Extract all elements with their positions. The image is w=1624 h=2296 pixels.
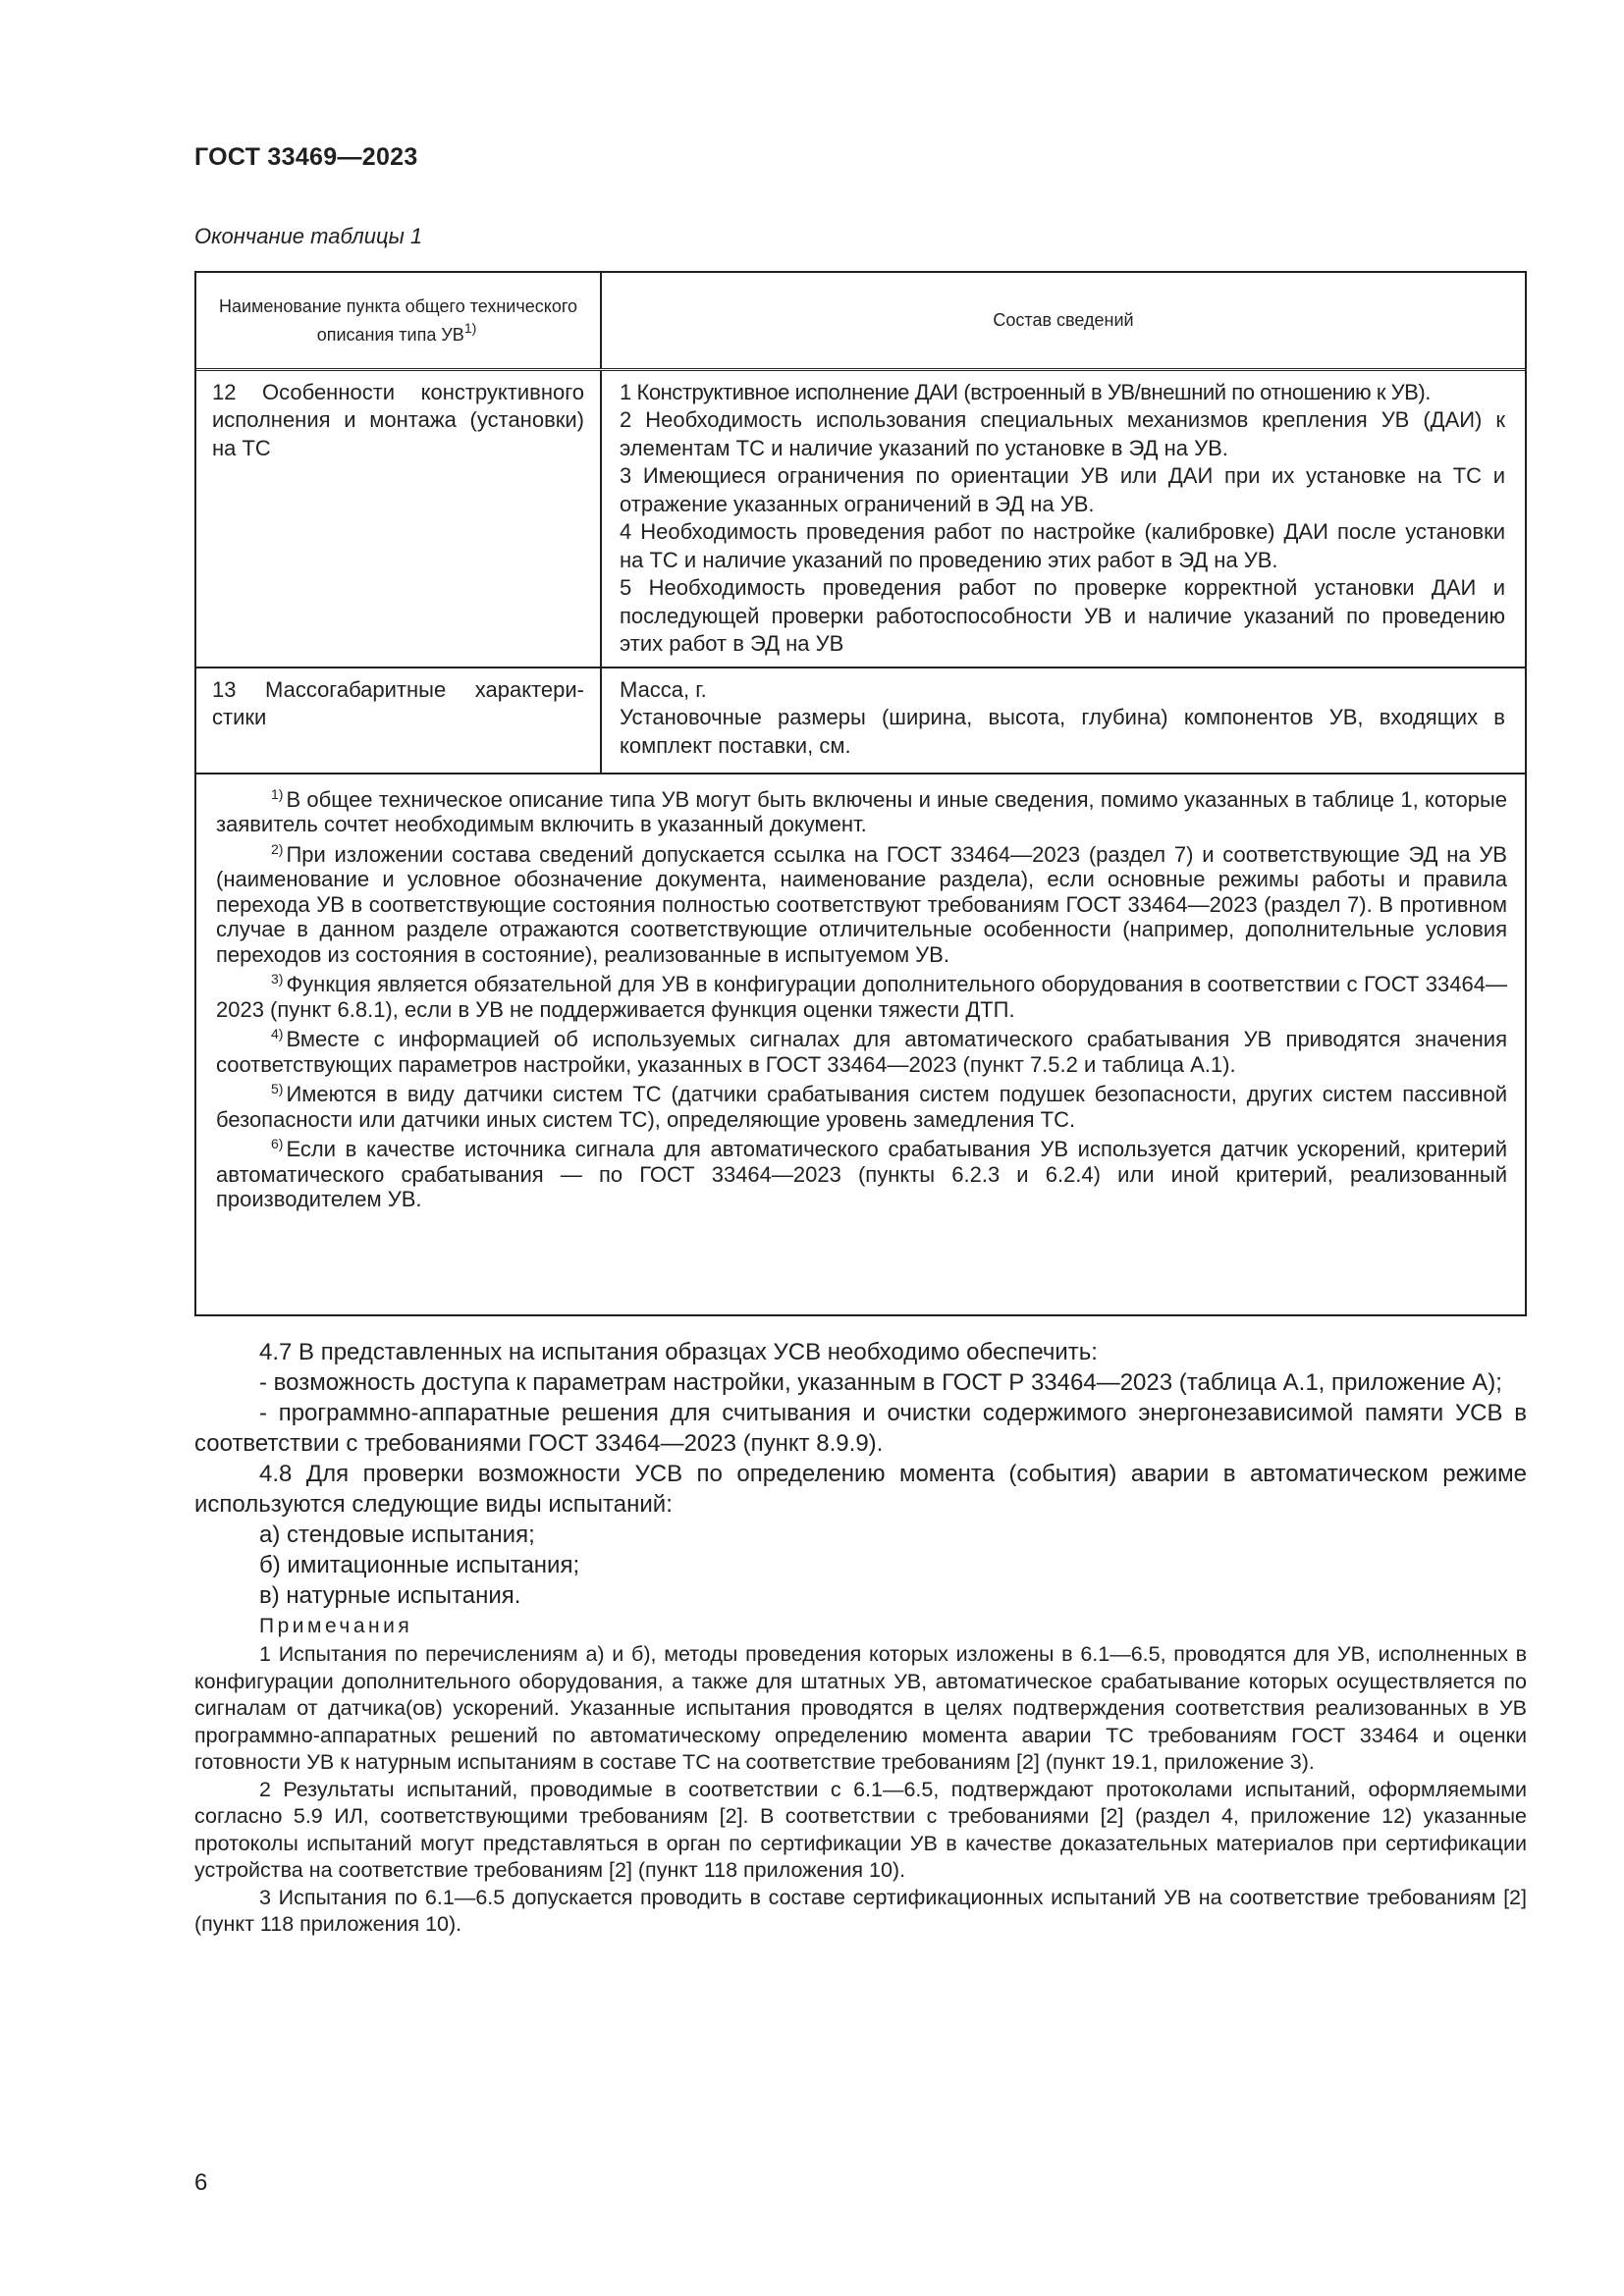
list-item: - программно-аппаратные решения для считывания и очистки содержимого энергонезависимой памяти УСВ в соответствии с требованиями ГОСТ 33464—2023 (пункт 8.9.9).: [194, 1400, 1527, 1457]
row-name: 13 Массогабаритные характеристики: [196, 667, 601, 774]
row-content: [601, 369, 1525, 667]
content-item: 1 Конструктивное исполнение ДАИ (встроенный в УВ/внешний по отношению к УВ).: [620, 379, 1431, 404]
footnote: $^{2)}$ При изложении состава сведений допускается ссылка на ГОСТ 33464—2023 (раздел 7) и соответствующие ЭД на УВ (наименование и условное обозначение документа, наименование раздела), если основные режимы работы и правила перехода УВ в соответствующие состояния полностью соответствуют требованиям ГОСТ 33464—2023 (раздел 7). В противном случае в данном разделе отражаются соответствующие отличительные особенности (например, дополнительные условия переходов из состояния в состояние), реализованные в испытуемом УВ.: [216, 840, 1507, 967]
row-content: [601, 667, 1525, 774]
column-header-content: Состав сведений: [601, 273, 1525, 369]
content-item: 2 Необходимость использования специальных механизмов крепления УВ (ДАИ) к элементам ТС и наличие указаний по установке в ЭД на УВ.: [620, 407, 1505, 460]
document-header: ГОСТ 33469—2023: [194, 143, 418, 171]
note: 3 Испытания по 6.1—6.5 допускается проводить в составе сертификационных испытаний УВ на соответствие требованиям [2] (пункт 118 приложения 10).: [194, 1885, 1527, 1936]
table-row: [196, 369, 1525, 667]
list-item: в) натурные испытания.: [259, 1582, 521, 1609]
footnotes-row: [196, 774, 1525, 1220]
note: 1 Испытания по перечислениям а) и б), методы проведения которых изложены в 6.1—6.5, проводятся для УВ, исполненных в конфигурации дополнительного оборудования, а также для штатных УВ, автоматическое срабатывание которых осуществляется по сигналам от датчика(ов) ускорений. Указанные испытания проводятся в целях подтверждения соответствия реализованных в УВ программно-аппаратных решений по автоматическому определению момента аварии ТС требованиям ГОСТ 33464 и оценки готовности УВ к натурным испытаниям в составе ТС на соответствие требованиям [2] (пункт 19.1, приложение 3).: [194, 1642, 1527, 1774]
content-item: Установочные размеры (ширина, высота, глубина) компонентов УВ, входящих в комплект поставки, см.: [620, 705, 1505, 758]
content-item: Масса, г.: [620, 676, 707, 702]
content-item: 3 Имеющиеся ограничения по ориентации УВ или ДАИ при их установке на ТС и отражение указанных ограничений в ЭД на УВ.: [620, 463, 1505, 516]
footnote: $^{4)}$ Вместе с информацией об используемых сигналах для автоматического срабатывания УВ приводятся значения соответствующих параметров настройки, указанных в ГОСТ 33464—2023 (пункт 7.5.2 и таблица А.1).: [216, 1026, 1507, 1077]
paragraph-4-7: 4.7 В представленных на испытания образцах УСВ необходимо обеспечить:: [259, 1339, 1098, 1365]
list-item: б) имитационные испытания;: [259, 1552, 580, 1578]
notes-title: Примечания: [259, 1615, 413, 1637]
list-item: - возможность доступа к параметрам настройки, указанным в ГОСТ Р 33464—2023 (таблица А.1, приложение А);: [259, 1369, 1502, 1396]
page-number: 6: [194, 2169, 208, 2196]
footnote: $^{6)}$ Если в качестве источника сигнала для автоматического срабатывания УВ используется датчик ускорений, критерий автоматического срабатывания — по ГОСТ 33464—2023 (пункты 6.2.3 и 6.2.4) или иной критерий, реализованный производителем УВ.: [216, 1136, 1507, 1211]
body-text: [194, 1337, 1527, 1939]
info-table: [196, 273, 1525, 1220]
table-header-row: [196, 273, 1525, 369]
footnote-mark: 1): [463, 319, 477, 336]
list-item: а) стендовые испытания;: [259, 1522, 535, 1548]
notes: [194, 1641, 1527, 1939]
content-item: 5 Необходимость проведения работ по проверке корректной установки ДАИ и последующей проверки работоспособности УВ и наличие указаний по проведению этих работ в ЭД на УВ: [620, 575, 1505, 656]
note: 2 Результаты испытаний, проводимые в соответствии с 6.1—6.5, подтверждают протоколами испытаний, оформляемыми согласно 5.9 ИЛ, соответствующими требованиям [2]. В соответствии с требованиями [2] (раздел 4, приложение 12) указанные протоколы испытаний могут представляться в орган по сертификации УВ в качестве доказательных материалов при сертификации устройства на соответствие требованиям [2] (пункт 118 приложения 10).: [194, 1777, 1527, 1882]
footnotes: [196, 774, 1525, 1220]
table-caption: Окончание таблицы 1: [194, 224, 423, 248]
content-item: 4 Необходимость проведения работ по настройке (калибровке) ДАИ после установки на ТС и наличие указаний по проведению этих работ в ЭД на УВ.: [620, 519, 1505, 572]
column-header-item-name: Наименование пункта общего технического описания типа УВ$^{1)}$: [196, 273, 601, 369]
row-name: 12 Особенности конструктивного исполнения и монтажа (установки) на ТС: [196, 369, 601, 667]
table-1-continuation: [194, 271, 1527, 1316]
paragraph-4-8: 4.8 Для проверки возможности УСВ по определению момента (события) аварии в автоматическом режиме используются следующие виды испытаний:: [194, 1461, 1527, 1518]
footnote: $^{1)}$ В общее техническое описание типа УВ могут быть включены и иные сведения, помимо указанных в таблице 1, которые заявитель сочтет необходимым включить в указанный документ.: [216, 785, 1507, 836]
footnote: $^{5)}$ Имеются в виду датчики систем ТС (датчики срабатывания систем подушек безопасности, других систем пассивной безопасности или датчики иных систем ТС), определяющие уровень замедления ТС.: [216, 1081, 1507, 1132]
footnote: $^{3)}$ Функция является обязательной для УВ в конфигурации дополнительного оборудования в соответствии с ГОСТ 33464—2023 (пункт 6.8.1), если в УВ не поддерживается функция оценки тяжести ДТП.: [216, 971, 1507, 1022]
table-row: [196, 667, 1525, 774]
